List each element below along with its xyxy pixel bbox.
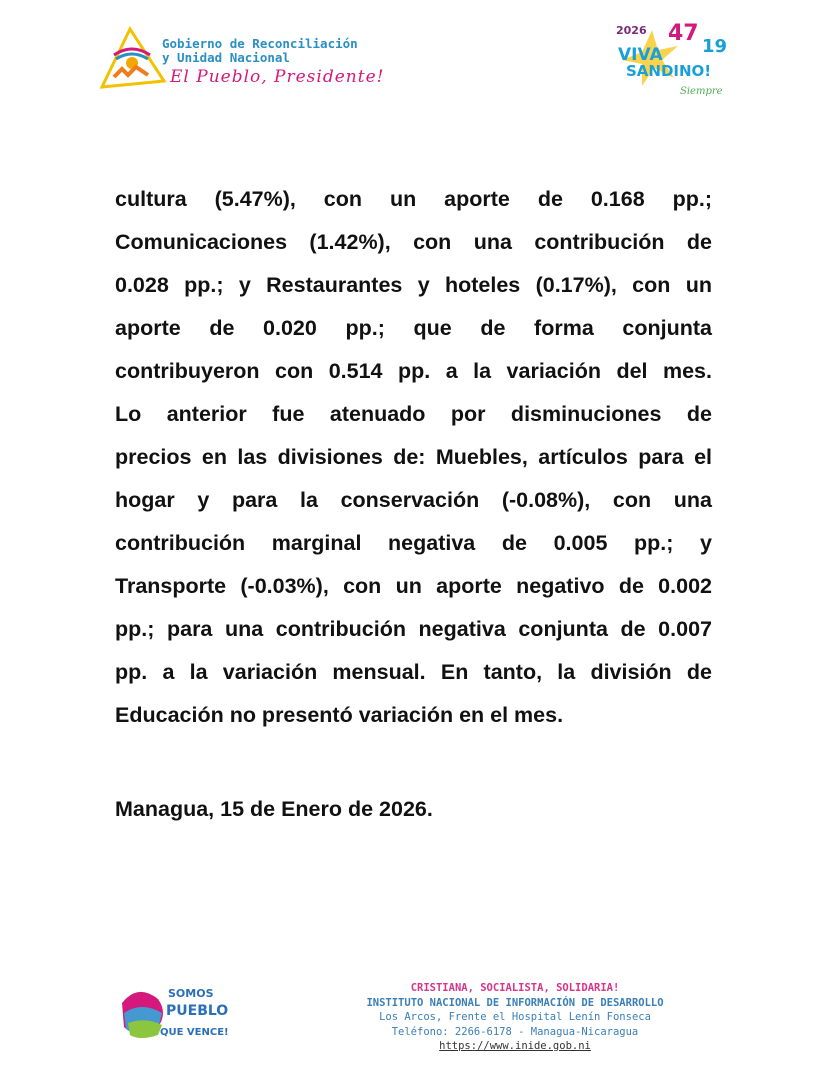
paragraph-line: Educación no presentó variación en el mes. [115, 703, 564, 727]
paragraph-line: 0.028 pp.; y Restaurantes y hoteles (0.17%), con un [115, 273, 712, 297]
somos-pueblo-logo [118, 983, 230, 1043]
svg-text:2026: 2026 [616, 24, 647, 37]
document-body [115, 178, 712, 737]
paragraph-line: Transporte (-0.03%), con un aporte negativo de 0.002 [115, 574, 712, 598]
footer-motto: CRISTIANA, SOCIALISTA, SOLIDARIA! [410, 982, 620, 994]
paragraph-line: Lo anterior fue atenuado por disminuciones de [115, 402, 712, 426]
paragraph-line: hogar y para la conservación (-0.08%), con una [115, 488, 712, 512]
paragraph-line: pp.; para una contribución negativa conjunta de 0.007 [115, 617, 712, 641]
footer-institute: INSTITUTO NACIONAL DE INFORMACIÓN DE DESARROLLO [366, 996, 664, 1009]
viva-sandino-logo [612, 20, 730, 98]
svg-text:47: 47 [668, 21, 699, 46]
svg-text:VIVA: VIVA [618, 45, 663, 65]
footer-phone: Teléfono: 2266-6178 - Managua-Nicaragua [391, 1025, 639, 1038]
paragraph-line: Comunicaciones (1.42%), con una contribución de [115, 230, 712, 254]
paragraph-line: cultura (5.47%), con un aporte de 0.168 pp.; [115, 187, 712, 211]
footer-address: Los Arcos, Frente el Hospital Lenín Fonseca [379, 1011, 651, 1023]
svg-text:PUEBLO: PUEBLO [166, 1003, 229, 1019]
footer-website-link[interactable]: https://www.inide.gob.ni [439, 1040, 591, 1052]
paragraph-line: pp. a la variación mensual. En tanto, la división de [115, 660, 712, 684]
government-name-line1: Gobierno de Reconciliación [162, 36, 358, 51]
svg-text:SOMOS: SOMOS [168, 987, 214, 1000]
svg-text:SANDINO!: SANDINO! [626, 62, 712, 80]
paragraph-line: aporte de 0.020 pp.; que de forma conjunta [115, 316, 712, 340]
paragraph-line: precios en las divisiones de: Muebles, artículos para el [115, 445, 712, 469]
svg-text:Siempre: Siempre [680, 86, 723, 97]
svg-text:19: 19 [702, 36, 728, 57]
footer [330, 981, 700, 1054]
place-date: Managua, 15 de Enero de 2026. [115, 797, 433, 821]
svg-text:QUE VENCE!: QUE VENCE! [160, 1027, 229, 1038]
slogan: El Pueblo, Presidente! [170, 67, 385, 87]
paragraph-line: contribución marginal negativa de 0.005 pp.; y [115, 531, 712, 555]
government-name-line2: y Unidad Nacional [162, 50, 290, 65]
paragraph-line: contribuyeron con 0.514 pp. a la variación del mes. [115, 359, 712, 383]
